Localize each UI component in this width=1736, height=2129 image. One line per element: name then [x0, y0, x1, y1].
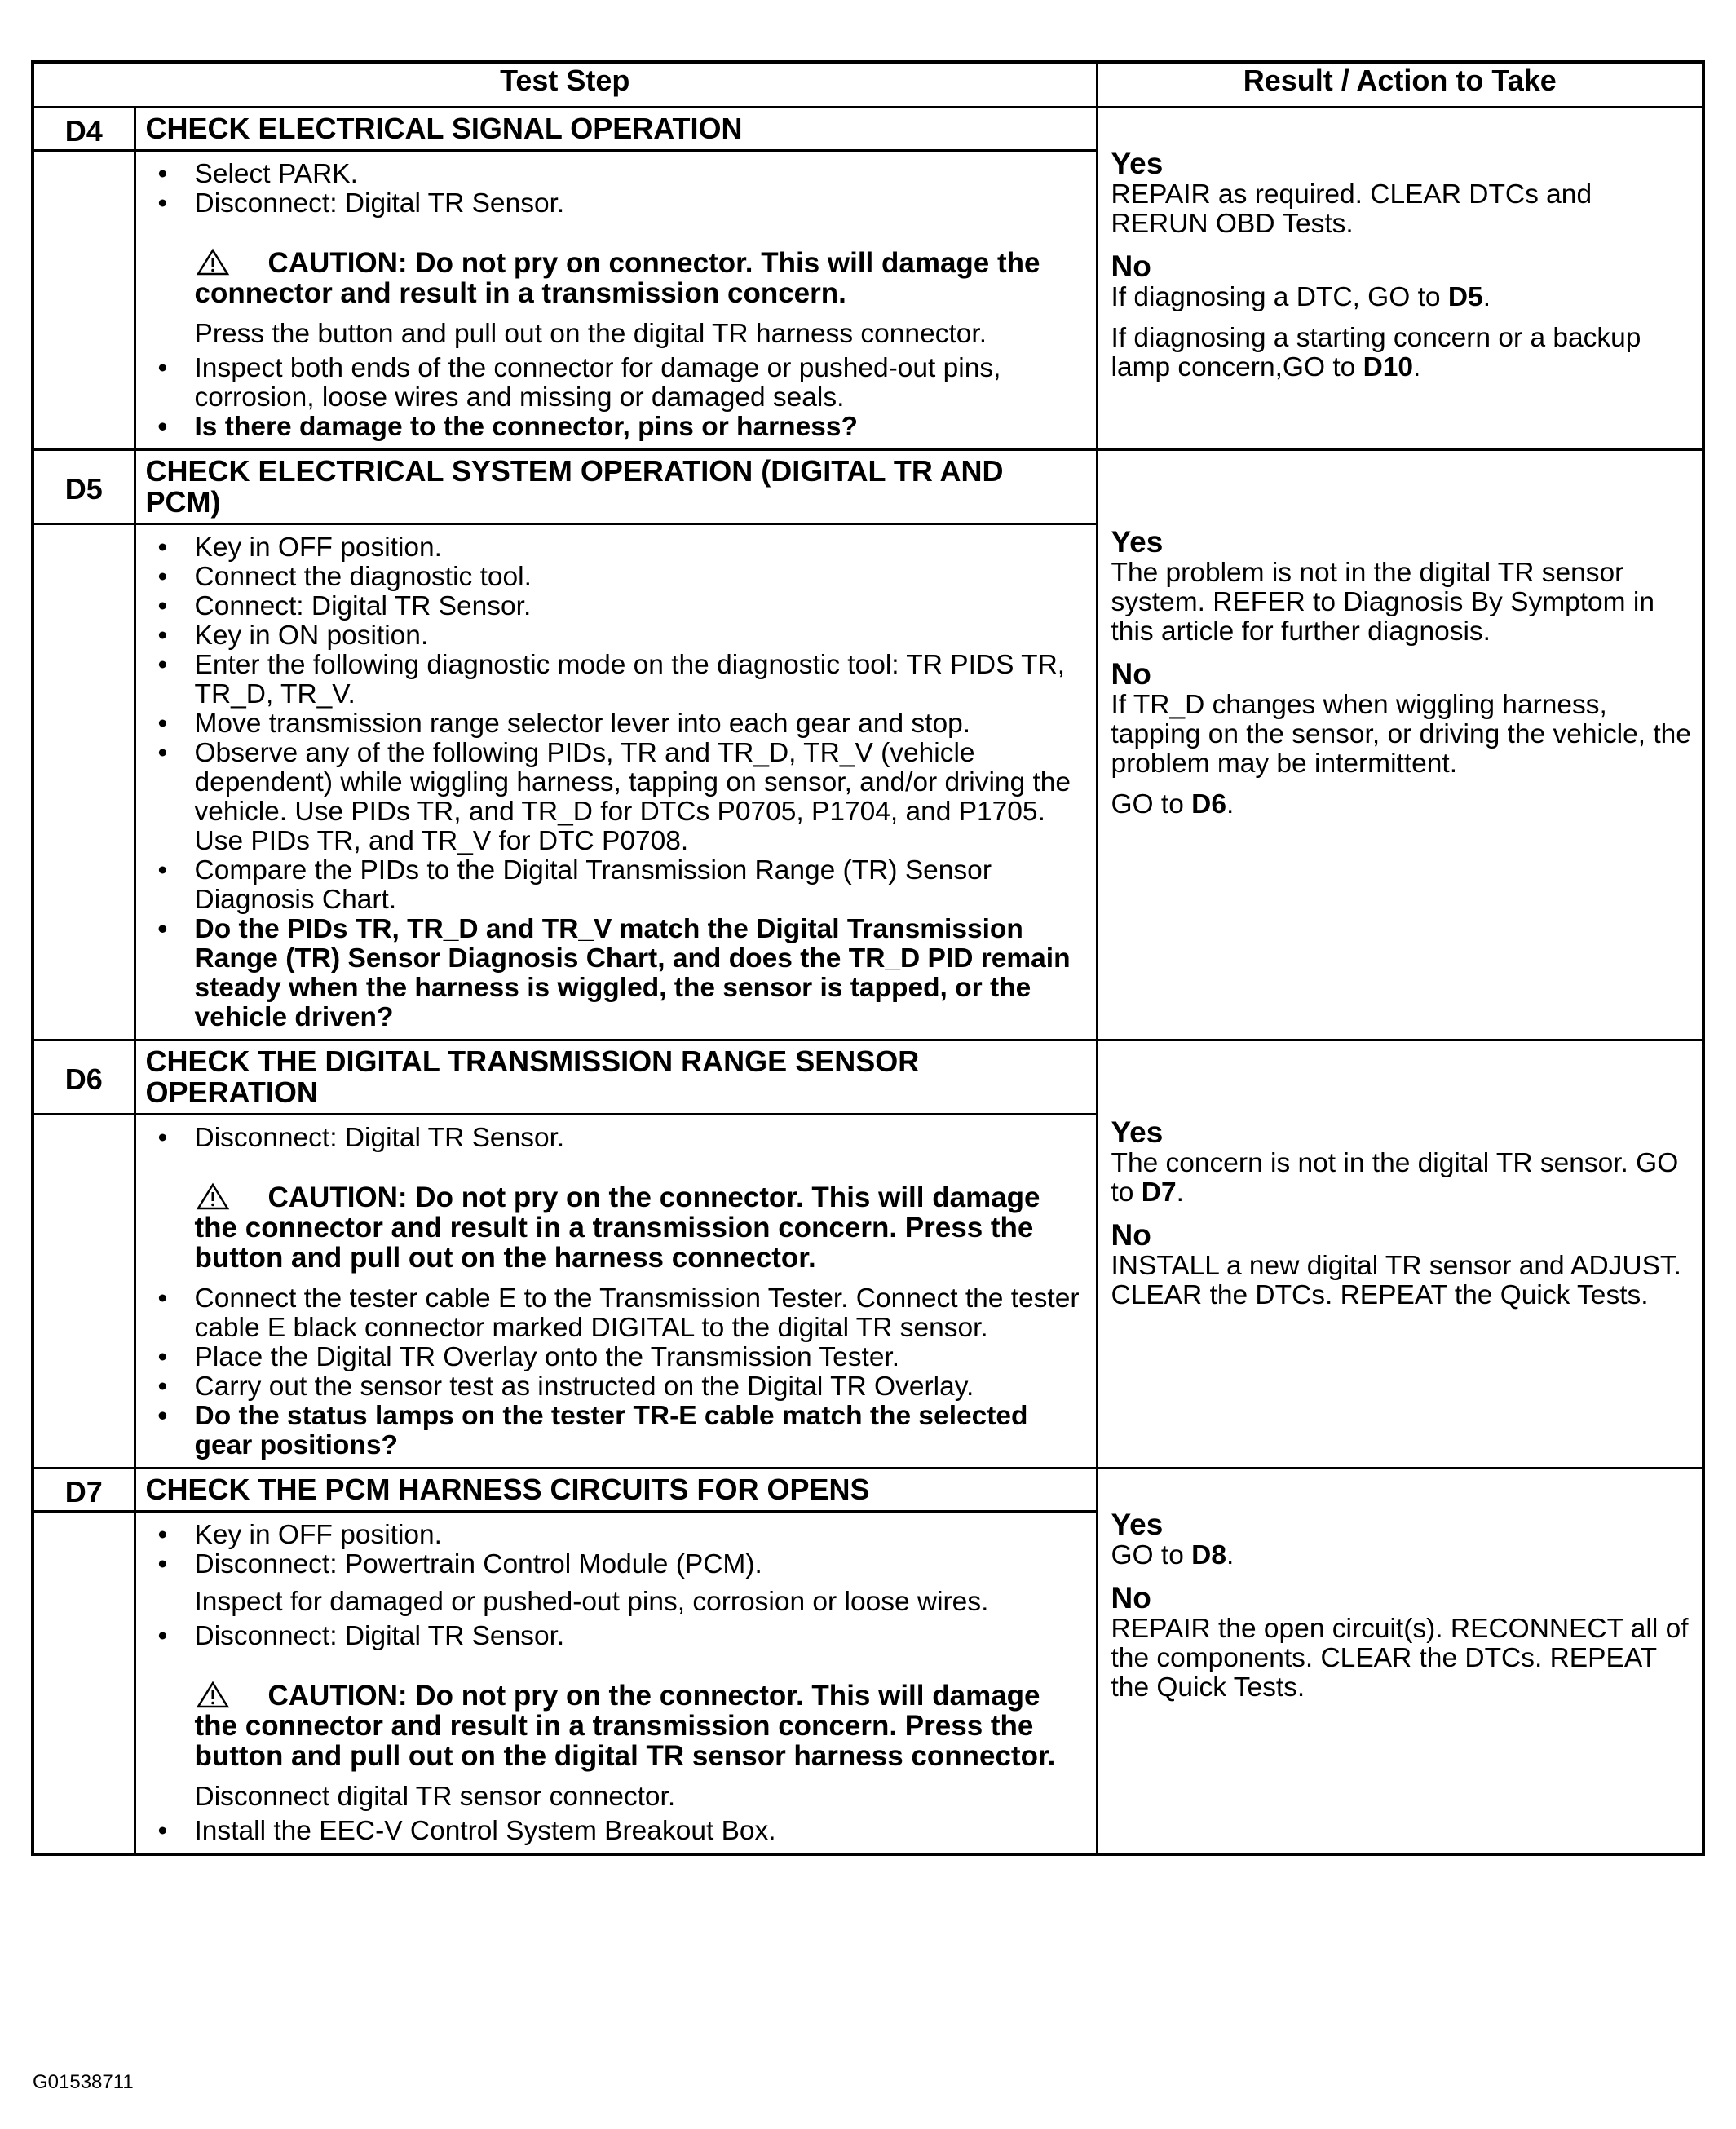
step-d7-title-row [33, 1469, 1703, 1512]
list-item: • Enter the following diagnostic mode on the diagnostic tool: TR PIDS TR, TR_D, TR_V. [146, 651, 1080, 709]
result-action-header: Result / Action to Take [1097, 62, 1703, 108]
yes-label: Yes [1111, 1115, 1164, 1149]
step-d5-body [135, 524, 1097, 1040]
list-item: • Carry out the sensor test as instructed on the Digital TR Overlay. [146, 1372, 1080, 1402]
yes-label: Yes [1111, 1508, 1164, 1541]
warning-icon [195, 1182, 268, 1212]
test-step-header: Test Step [33, 62, 1097, 108]
step-d5-title-row [33, 450, 1703, 524]
step-id: D7 [33, 1469, 135, 1512]
yes-label: Yes [1111, 525, 1164, 559]
step-id: D5 [33, 450, 135, 524]
table-header-row [33, 62, 1703, 108]
instruction-text: Inspect for damaged or pushed-out pins, corrosion or loose wires. [194, 1587, 989, 1617]
list-item: • Disconnect: Digital TR Sensor. [146, 1124, 1080, 1153]
step-reference: D7 [1141, 1177, 1177, 1208]
instruction-text: Press the button and pull out on the digital TR harness connector. [194, 319, 987, 349]
list-item: • Connect the diagnostic tool. [146, 563, 1080, 592]
step-title: CHECK ELECTRICAL SIGNAL OPERATION [135, 108, 1097, 151]
list-item: • Install the EEC-V Control System Breakout Box. [146, 1817, 1080, 1846]
step-d6-result [1097, 1040, 1703, 1469]
step-title: CHECK THE DIGITAL TRANSMISSION RANGE SENSOR OPERATION [135, 1040, 1097, 1115]
no-text: REPAIR the open circuit(s). RECONNECT all of the components. CLEAR the DTCs. REPEAT the Quick Tests. [1111, 1614, 1689, 1703]
yes-text: REPAIR as required. CLEAR DTCs and RERUN OBD Tests. [1111, 179, 1592, 239]
no-text-alt: If diagnosing a starting concern or a backup lamp concern,GO to D10. [1111, 323, 1641, 382]
list-item: • Disconnect: Powertrain Control Module (PCM). [146, 1550, 1080, 1579]
list-item: • Connect the tester cable E to the Transmission Tester. Connect the tester cable E black connector marked DIGITAL to the digital TR sensor. [146, 1284, 1080, 1343]
no-text: If diagnosing a DTC, GO to D5. [1111, 282, 1491, 312]
yes-text: GO to D8. [1111, 1540, 1235, 1570]
step-title: CHECK THE PCM HARNESS CIRCUITS FOR OPENS [135, 1469, 1097, 1512]
step-d6-title-row [33, 1040, 1703, 1115]
no-text: INSTALL a new digital TR sensor and ADJUST. CLEAR the DTCs. REPEAT the Quick Tests. [1111, 1251, 1681, 1310]
caution-note: CAUTION: Do not pry on connector. This will damage the connector and result in a transmission concern. [194, 247, 1040, 309]
list-item: • Select PARK. [146, 160, 1080, 189]
no-label: No [1111, 657, 1151, 691]
step-d6-body [135, 1115, 1097, 1469]
warning-icon [195, 1681, 268, 1710]
step-d4-result [1097, 108, 1703, 450]
list-item: • Key in OFF position. [146, 533, 1080, 563]
list-item: • Observe any of the following PIDs, TR and TR_D, TR_V (vehicle dependent) while wiggling harness, tapping on sensor, and/or driving the vehicle. Use PIDs TR, and TR_D for DTCs P0705, P1704, and P1705. Use PIDs TR, and TR_V for DTC P0708. [146, 739, 1080, 856]
warning-icon [195, 248, 268, 277]
step-reference: D10 [1363, 352, 1414, 382]
step-id-blank [33, 524, 135, 1040]
step-id: D4 [33, 108, 135, 151]
list-item: • Connect: Digital TR Sensor. [146, 592, 1080, 621]
step-reference: D6 [1191, 789, 1226, 819]
step-id-blank [33, 151, 135, 450]
list-item: • Disconnect: Digital TR Sensor. [146, 1622, 1080, 1651]
step-id: D6 [33, 1040, 135, 1115]
no-text: If TR_D changes when wiggling harness, tapping on the sensor, or driving the vehicle, the problem may be intermittent. [1111, 690, 1691, 779]
yes-label: Yes [1111, 147, 1164, 180]
no-label: No [1111, 1581, 1151, 1614]
step-id-blank [33, 1512, 135, 1855]
question-item: • Do the PIDs TR, TR_D and TR_V match the Digital Transmission Range (TR) Sensor Diagnosis Chart, and does the TR_D PID remain steady when the harness is wiggled, the sensor is tapped, or the vehicle driven? [146, 915, 1080, 1032]
step-reference: D5 [1447, 282, 1483, 312]
step-d4-title-row [33, 108, 1703, 151]
instruction-text: Disconnect digital TR sensor connector. [194, 1782, 676, 1812]
goto-text: GO to D6. [1111, 789, 1235, 819]
yes-text: The concern is not in the digital TR sensor. GO to D7. [1111, 1148, 1679, 1208]
step-d4-body [135, 151, 1097, 450]
no-label: No [1111, 250, 1151, 283]
caution-note: CAUTION: Do not pry on the connector. This will damage the connector and result in a transmission concern. Press the button and pull out on the digital TR sensor harness connector. [194, 1680, 1056, 1772]
question-item: • Is there damage to the connector, pins or harness? [146, 413, 1080, 442]
step-reference: D8 [1191, 1540, 1226, 1570]
list-item: • Place the Digital TR Overlay onto the Transmission Tester. [146, 1343, 1080, 1372]
no-label: No [1111, 1218, 1151, 1252]
list-item: • Disconnect: Digital TR Sensor. [146, 189, 1080, 219]
diagnostic-table [31, 60, 1705, 1856]
list-item: • Key in OFF position. [146, 1521, 1080, 1550]
figure-id: G01538711 [33, 2071, 134, 2093]
step-title: CHECK ELECTRICAL SYSTEM OPERATION (DIGITAL TR AND PCM) [135, 450, 1097, 524]
list-item: • Key in ON position. [146, 621, 1080, 651]
list-item: • Compare the PIDs to the Digital Transmission Range (TR) Sensor Diagnosis Chart. [146, 856, 1080, 915]
question-item: • Do the status lamps on the tester TR-E cable match the selected gear positions? [146, 1402, 1080, 1460]
caution-note: CAUTION: Do not pry on the connector. This will damage the connector and result in a transmission concern. Press the button and pull out on the harness connector. [194, 1182, 1040, 1274]
list-item: • Move transmission range selector lever into each gear and stop. [146, 709, 1080, 739]
step-id-blank [33, 1115, 135, 1469]
list-item: • Inspect both ends of the connector for damage or pushed-out pins, corrosion, loose wires and missing or damaged seals. [146, 354, 1080, 413]
step-d5-result [1097, 450, 1703, 1040]
step-d7-result [1097, 1469, 1703, 1855]
step-d7-body [135, 1512, 1097, 1855]
yes-text: The problem is not in the digital TR sensor system. REFER to Diagnosis By Symptom in this article for further diagnosis. [1111, 558, 1654, 647]
